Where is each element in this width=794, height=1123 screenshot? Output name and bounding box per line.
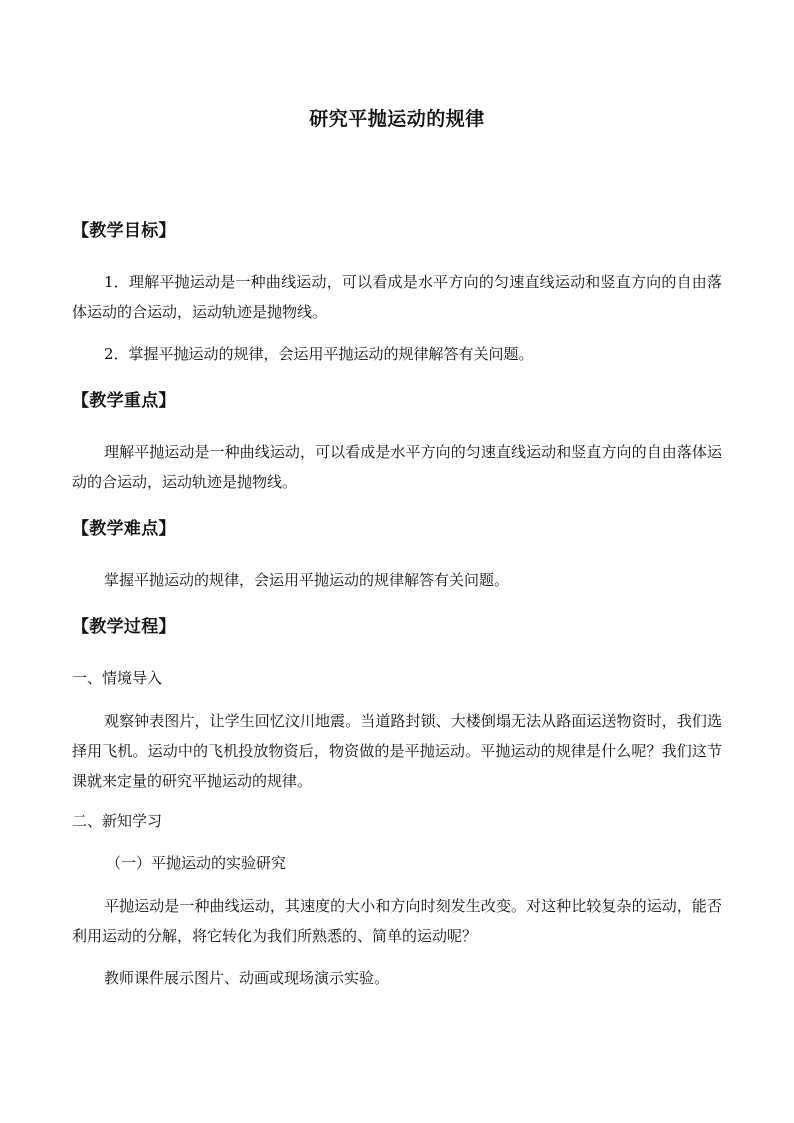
key-points-text: 理解平抛运动是一种曲线运动，可以看成是水平方向的匀速直线运动和竖直方向的自由落体运动的合运动，运动轨迹是抛物线。 bbox=[72, 443, 722, 491]
heading-difficulties: 【教学难点】 bbox=[72, 519, 176, 539]
objective-item-2: 2．掌握平抛运动的规律，会运用平抛运动的规律解答有关问题。 bbox=[104, 345, 534, 363]
sub1-text2: 教师课件展示图片、动画或现场演示实验。 bbox=[104, 969, 390, 987]
document-title: 研究平抛运动的规律 bbox=[309, 108, 485, 130]
sub1-text: 平抛运动是一种曲线运动，其速度的大小和方向时刻发生改变。对这种比较复杂的运动，能否利用运动的分解，将它转化为我们所熟悉的、简单的运动呢？ bbox=[72, 897, 722, 945]
objective-item-1: 1．理解平抛运动是一种曲线运动，可以看成是水平方向的匀速直线运动和竖直方向的自由落体运动的合运动，运动轨迹是抛物线。 bbox=[72, 273, 722, 321]
part1-text: 观察钟表图片，让学生回忆汶川地震。当道路封锁、大楼倒塌无法从路面运送物资时，我们选择用飞机。运动中的飞机投放物资后，物资做的是平抛运动。平抛运动的规律是什么呢？我们这节课就来定量的研究平抛运动的规律。 bbox=[72, 712, 722, 790]
heading-process: 【教学过程】 bbox=[72, 617, 176, 637]
difficulties-text: 掌握平抛运动的规律，会运用平抛运动的规律解答有关问题。 bbox=[104, 571, 510, 589]
heading-objectives: 【教学目标】 bbox=[72, 221, 176, 241]
part2-title: 二、新知学习 bbox=[72, 812, 163, 830]
sub1-title: （一）平抛运动的实验研究 bbox=[106, 854, 287, 872]
heading-key-points: 【教学重点】 bbox=[72, 391, 176, 411]
part1-title: 一、情境导入 bbox=[72, 669, 163, 687]
